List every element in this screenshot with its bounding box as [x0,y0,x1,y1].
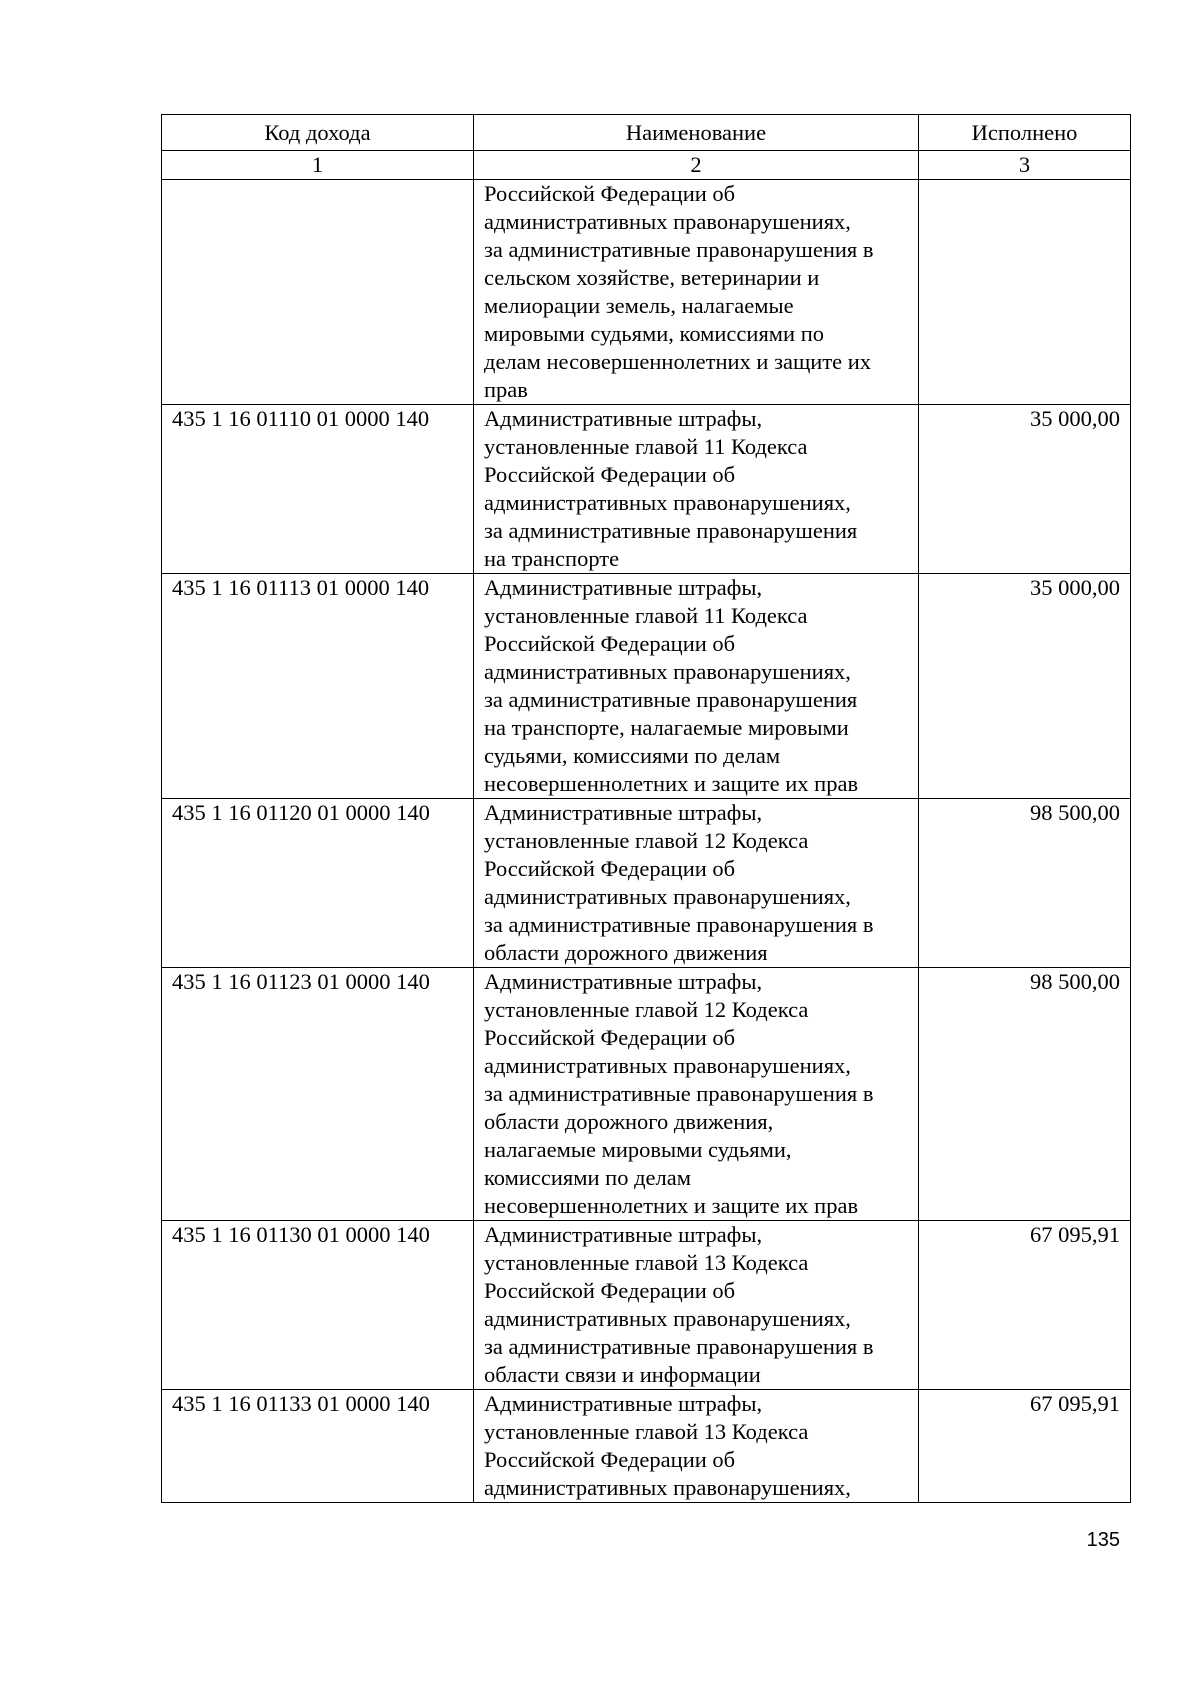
amount-cell: 67 095,91 [919,1390,1131,1503]
income-name-cell: Административные штрафы, установленные главой 11 Кодекса Российской Федерации об административных правонарушениях, за административные правонарушения на транспорте, налагаемые мировыми судьями, комиссиями по делам несовершеннолетних и защите их прав [474,574,919,799]
table-row [162,405,1131,574]
income-code-cell: 435 1 16 01133 01 0000 140 [162,1390,474,1503]
table-header-row [162,115,1131,151]
column-number-2: 2 [474,151,919,180]
income-code-cell: 435 1 16 01130 01 0000 140 [162,1221,474,1390]
amount-cell: 98 500,00 [919,968,1131,1221]
revenue-table [161,114,1131,1503]
income-code-cell: 435 1 16 01123 01 0000 140 [162,968,474,1221]
header-name: Наименование [474,115,919,151]
income-name-cell: Административные штрафы, установленные главой 12 Кодекса Российской Федерации об административных правонарушениях, за административные правонарушения в области дорожного движения, налагаемые мировыми судьями, комиссиями по делам несовершеннолетних и защите их прав [474,968,919,1221]
amount-cell: 35 000,00 [919,574,1131,799]
income-code-cell: 435 1 16 01110 01 0000 140 [162,405,474,574]
income-code-cell [162,180,474,405]
amount-cell: 98 500,00 [919,799,1131,968]
income-name-cell: Административные штрафы, установленные главой 11 Кодекса Российской Федерации об административных правонарушениях, за административные правонарушения на транспорте [474,405,919,574]
amount-cell: 35 000,00 [919,405,1131,574]
table-row [162,968,1131,1221]
amount-cell: 67 095,91 [919,1221,1131,1390]
table-row [162,180,1131,405]
column-number-3: 3 [919,151,1131,180]
table-row [162,574,1131,799]
income-name-cell: Административные штрафы, установленные главой 12 Кодекса Российской Федерации об административных правонарушениях, за административные правонарушения в области дорожного движения [474,799,919,968]
table-row [162,1221,1131,1390]
amount-cell [919,180,1131,405]
income-code-cell: 435 1 16 01120 01 0000 140 [162,799,474,968]
income-name-cell: Административные штрафы, установленные главой 13 Кодекса Российской Федерации об административных правонарушениях, [474,1390,919,1503]
income-code-cell: 435 1 16 01113 01 0000 140 [162,574,474,799]
income-name-cell: Административные штрафы, установленные главой 13 Кодекса Российской Федерации об административных правонарушениях, за административные правонарушения в области связи и информации [474,1221,919,1390]
table-row [162,1390,1131,1503]
table-row [162,799,1131,968]
header-code: Код дохода [162,115,474,151]
page-number: 135 [1086,1529,1120,1551]
income-name-cell: Российской Федерации об административных правонарушениях, за административные правонарушения в сельском хозяйстве, ветеринарии и мелиорации земель, налагаемые мировыми судьями, комиссиями по делам несовершеннолетних и защите их прав [474,180,919,405]
header-amount: Исполнено [919,115,1131,151]
column-number-1: 1 [162,151,474,180]
column-number-row [162,151,1131,180]
